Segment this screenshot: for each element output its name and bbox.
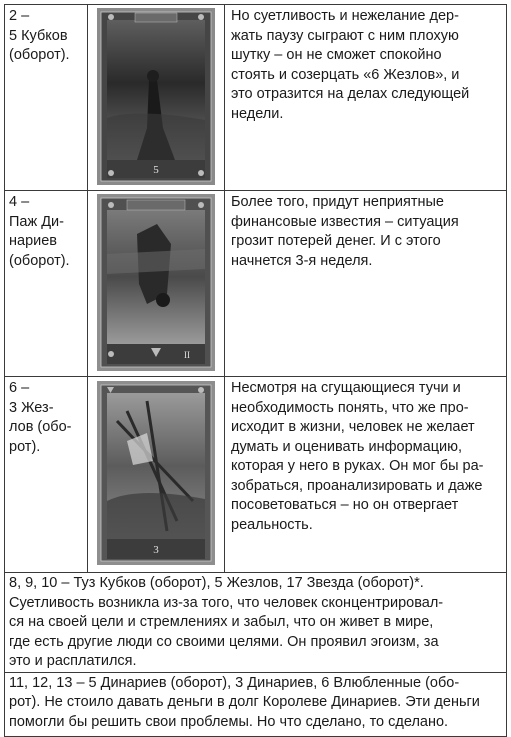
- card-description-cell: [225, 377, 507, 573]
- tarot-card-page-pentacles-reversed-icon: [97, 194, 215, 371]
- card-position-text: 4 – Паж Ди- нариев (оборот).: [9, 194, 70, 269]
- table-row: [5, 191, 507, 377]
- table-row: [5, 5, 507, 191]
- card-position-cell: [5, 5, 88, 191]
- card-image-cell: [88, 191, 225, 377]
- note-text: 8, 9, 10 – Туз Кубков (оборот), 5 Жезлов, 17 Звезда (оборот)*. Суетливость возникла из-за того, что человек сконцентрировал- ся на своей цели и стремлениях и забыл, что он живет в мире, где есть другие люди со своими целями. Он проявил эгоизм, за это и расплатился.: [9, 575, 444, 669]
- card-description-cell: [225, 191, 507, 377]
- note-cell: [5, 672, 507, 736]
- tarot-card-3-wands-reversed-icon: [97, 381, 215, 565]
- note-text: 11, 12, 13 – 5 Динариев (оборот), 3 Динариев, 6 Влюбленные (обо- рот). Не стоило давать деньги в долг Королеве Динариев. Эти деньги помогли бы решить свои проблемы. Но что сделано, то сделано.: [9, 674, 480, 730]
- card-position-cell: [5, 191, 88, 377]
- card-position-cell: [5, 377, 88, 573]
- table-row: [5, 573, 507, 673]
- tarot-reading-table: [4, 4, 507, 737]
- card-numeral: 3: [153, 544, 159, 556]
- card-description-text: Более того, придут неприятные финансовые известия – ситуация грозит потерей денег. И с этого начнется 3-я неделя.: [231, 194, 459, 269]
- card-description-text: Но суетливость и нежелание дер- жать паузу сыграют с ним плохую шутку – он не сможет спокойно стоять и созерцать «6 Жезлов», и это отразится на делах следующей недели.: [231, 8, 470, 122]
- card-position-text: 2 – 5 Кубков (оборот).: [9, 8, 70, 63]
- tarot-card-5-cups-reversed-icon: [97, 8, 215, 185]
- card-image-cell: [88, 5, 225, 191]
- card-description-text: Несмотря на сгущающиеся тучи и необходимость понять, что же про- исходит в жизни, человек не желает думать и оценивать информацию, которая у него в руках. Он мог бы ра- зобраться, проанализировать и даже посоветоваться – но он отвергает реальность.: [231, 380, 484, 533]
- card-position-text: 6 – 3 Жез- лов (обо- рот).: [9, 380, 72, 455]
- card-description-cell: [225, 5, 507, 191]
- table-row: [5, 672, 507, 736]
- table-row: [5, 377, 507, 573]
- card-numeral: 5: [153, 164, 159, 176]
- card-numeral: II: [184, 350, 190, 360]
- note-cell: [5, 573, 507, 673]
- card-image-cell: [88, 377, 225, 573]
